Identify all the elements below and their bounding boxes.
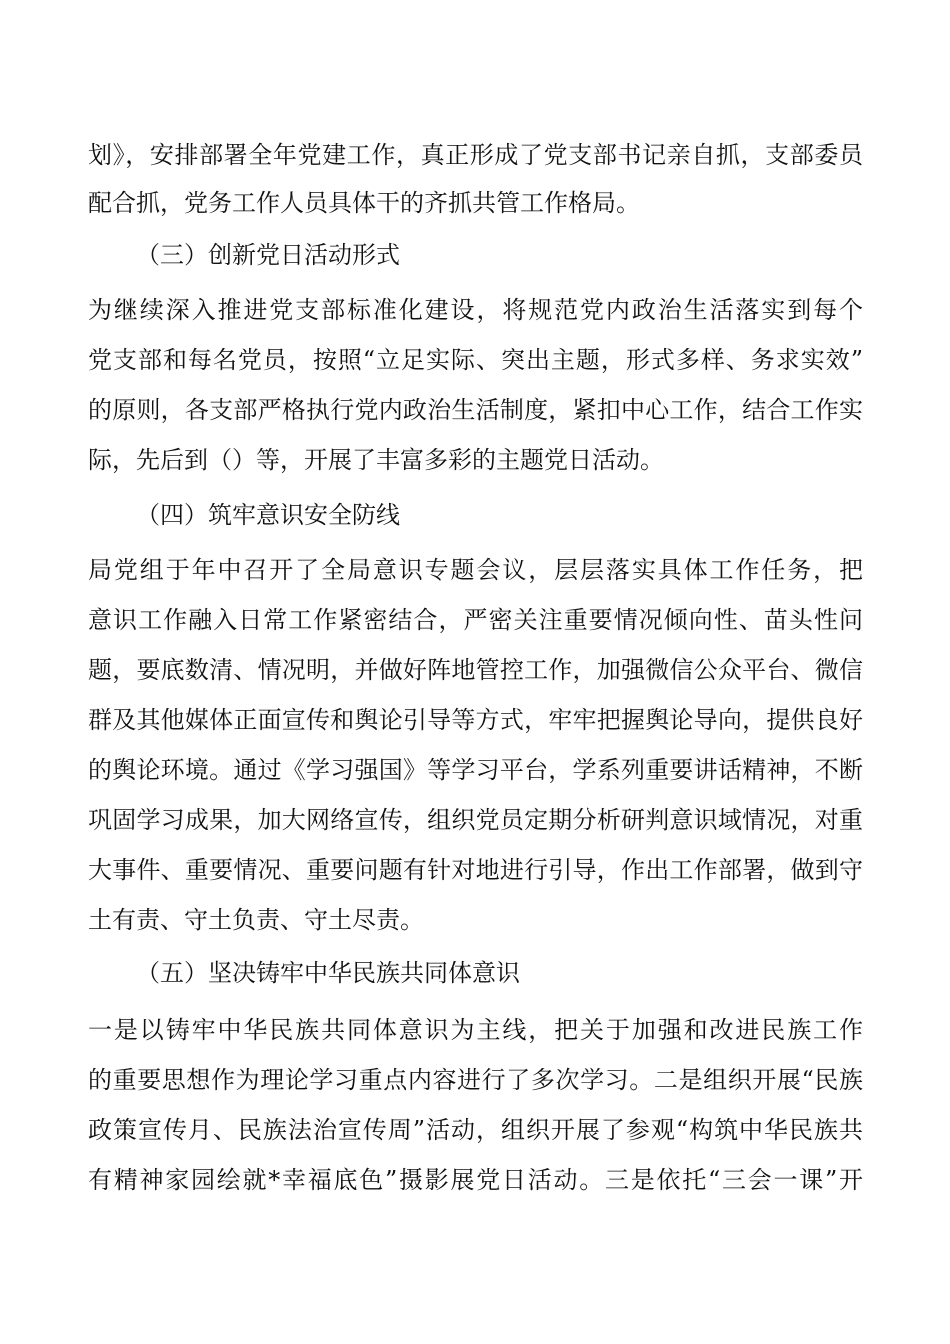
body-text-line: 为继续深入推进党支部标准化建设，将规范党内政治生活落实到每个 xyxy=(88,296,863,324)
body-text-line: 土有责、守土负责、守土尽责。 xyxy=(88,906,424,934)
body-text-line: 巩固学习成果，加大网络宣传，组织党员定期分析研判意识域情况，对重 xyxy=(88,806,863,834)
body-text-line: 的重要思想作为理论学习重点内容进行了多次学习。二是组织开展“民族 xyxy=(88,1066,863,1094)
body-text-line: 配合抓，党务工作人员具体干的齐抓共管工作格局。 xyxy=(88,189,640,217)
body-text-line: 的原则，各支部严格执行党内政治生活制度，紧扣中心工作，结合工作实 xyxy=(88,396,863,424)
body-text-line: 党支部和每名党员，按照“立足实际、突出主题，形式多样、务求实效” xyxy=(88,346,863,374)
body-text-line: 政策宣传月、民族法治宣传周”活动，组织开展了参观“构筑中华民族共 xyxy=(88,1116,863,1144)
section-heading: （三）创新党日活动形式 xyxy=(136,241,400,269)
body-text-line: 划》，安排部署全年党建工作，真正形成了党支部书记亲自抓，支部委员 xyxy=(88,141,863,169)
body-text-line: 一是以铸牢中华民族共同体意识为主线，把关于加强和改进民族工作 xyxy=(88,1016,863,1044)
section-heading: （五）坚决铸牢中华民族共同体意识 xyxy=(136,959,520,987)
body-text-line: 大事件、重要情况、重要问题有针对地进行引导，作出工作部署，做到守 xyxy=(88,856,863,884)
body-text-line: 局党组于年中召开了全局意识专题会议，层层落实具体工作任务，把 xyxy=(88,556,863,584)
body-text-line: 群及其他媒体正面宣传和舆论引导等方式，牢牢把握舆论导向，提供良好 xyxy=(88,706,863,734)
body-text-line: 意识工作融入日常工作紧密结合，严密关注重要情况倾向性、苗头性问 xyxy=(88,606,863,634)
body-text-line: 有精神家园绘就*幸福底色”摄影展党日活动。三是依托“三会一课”开 xyxy=(88,1166,863,1194)
body-text-line: 的舆论环境。通过《学习强国》等学习平台，学系列重要讲话精神，不断 xyxy=(88,756,863,784)
section-heading: （四）筑牢意识安全防线 xyxy=(136,501,400,529)
body-text-line: 际，先后到（）等，开展了丰富多彩的主题党日活动。 xyxy=(88,446,664,474)
body-text-line: 题，要底数清、情况明，并做好阵地管控工作，加强微信公众平台、微信 xyxy=(88,656,863,684)
